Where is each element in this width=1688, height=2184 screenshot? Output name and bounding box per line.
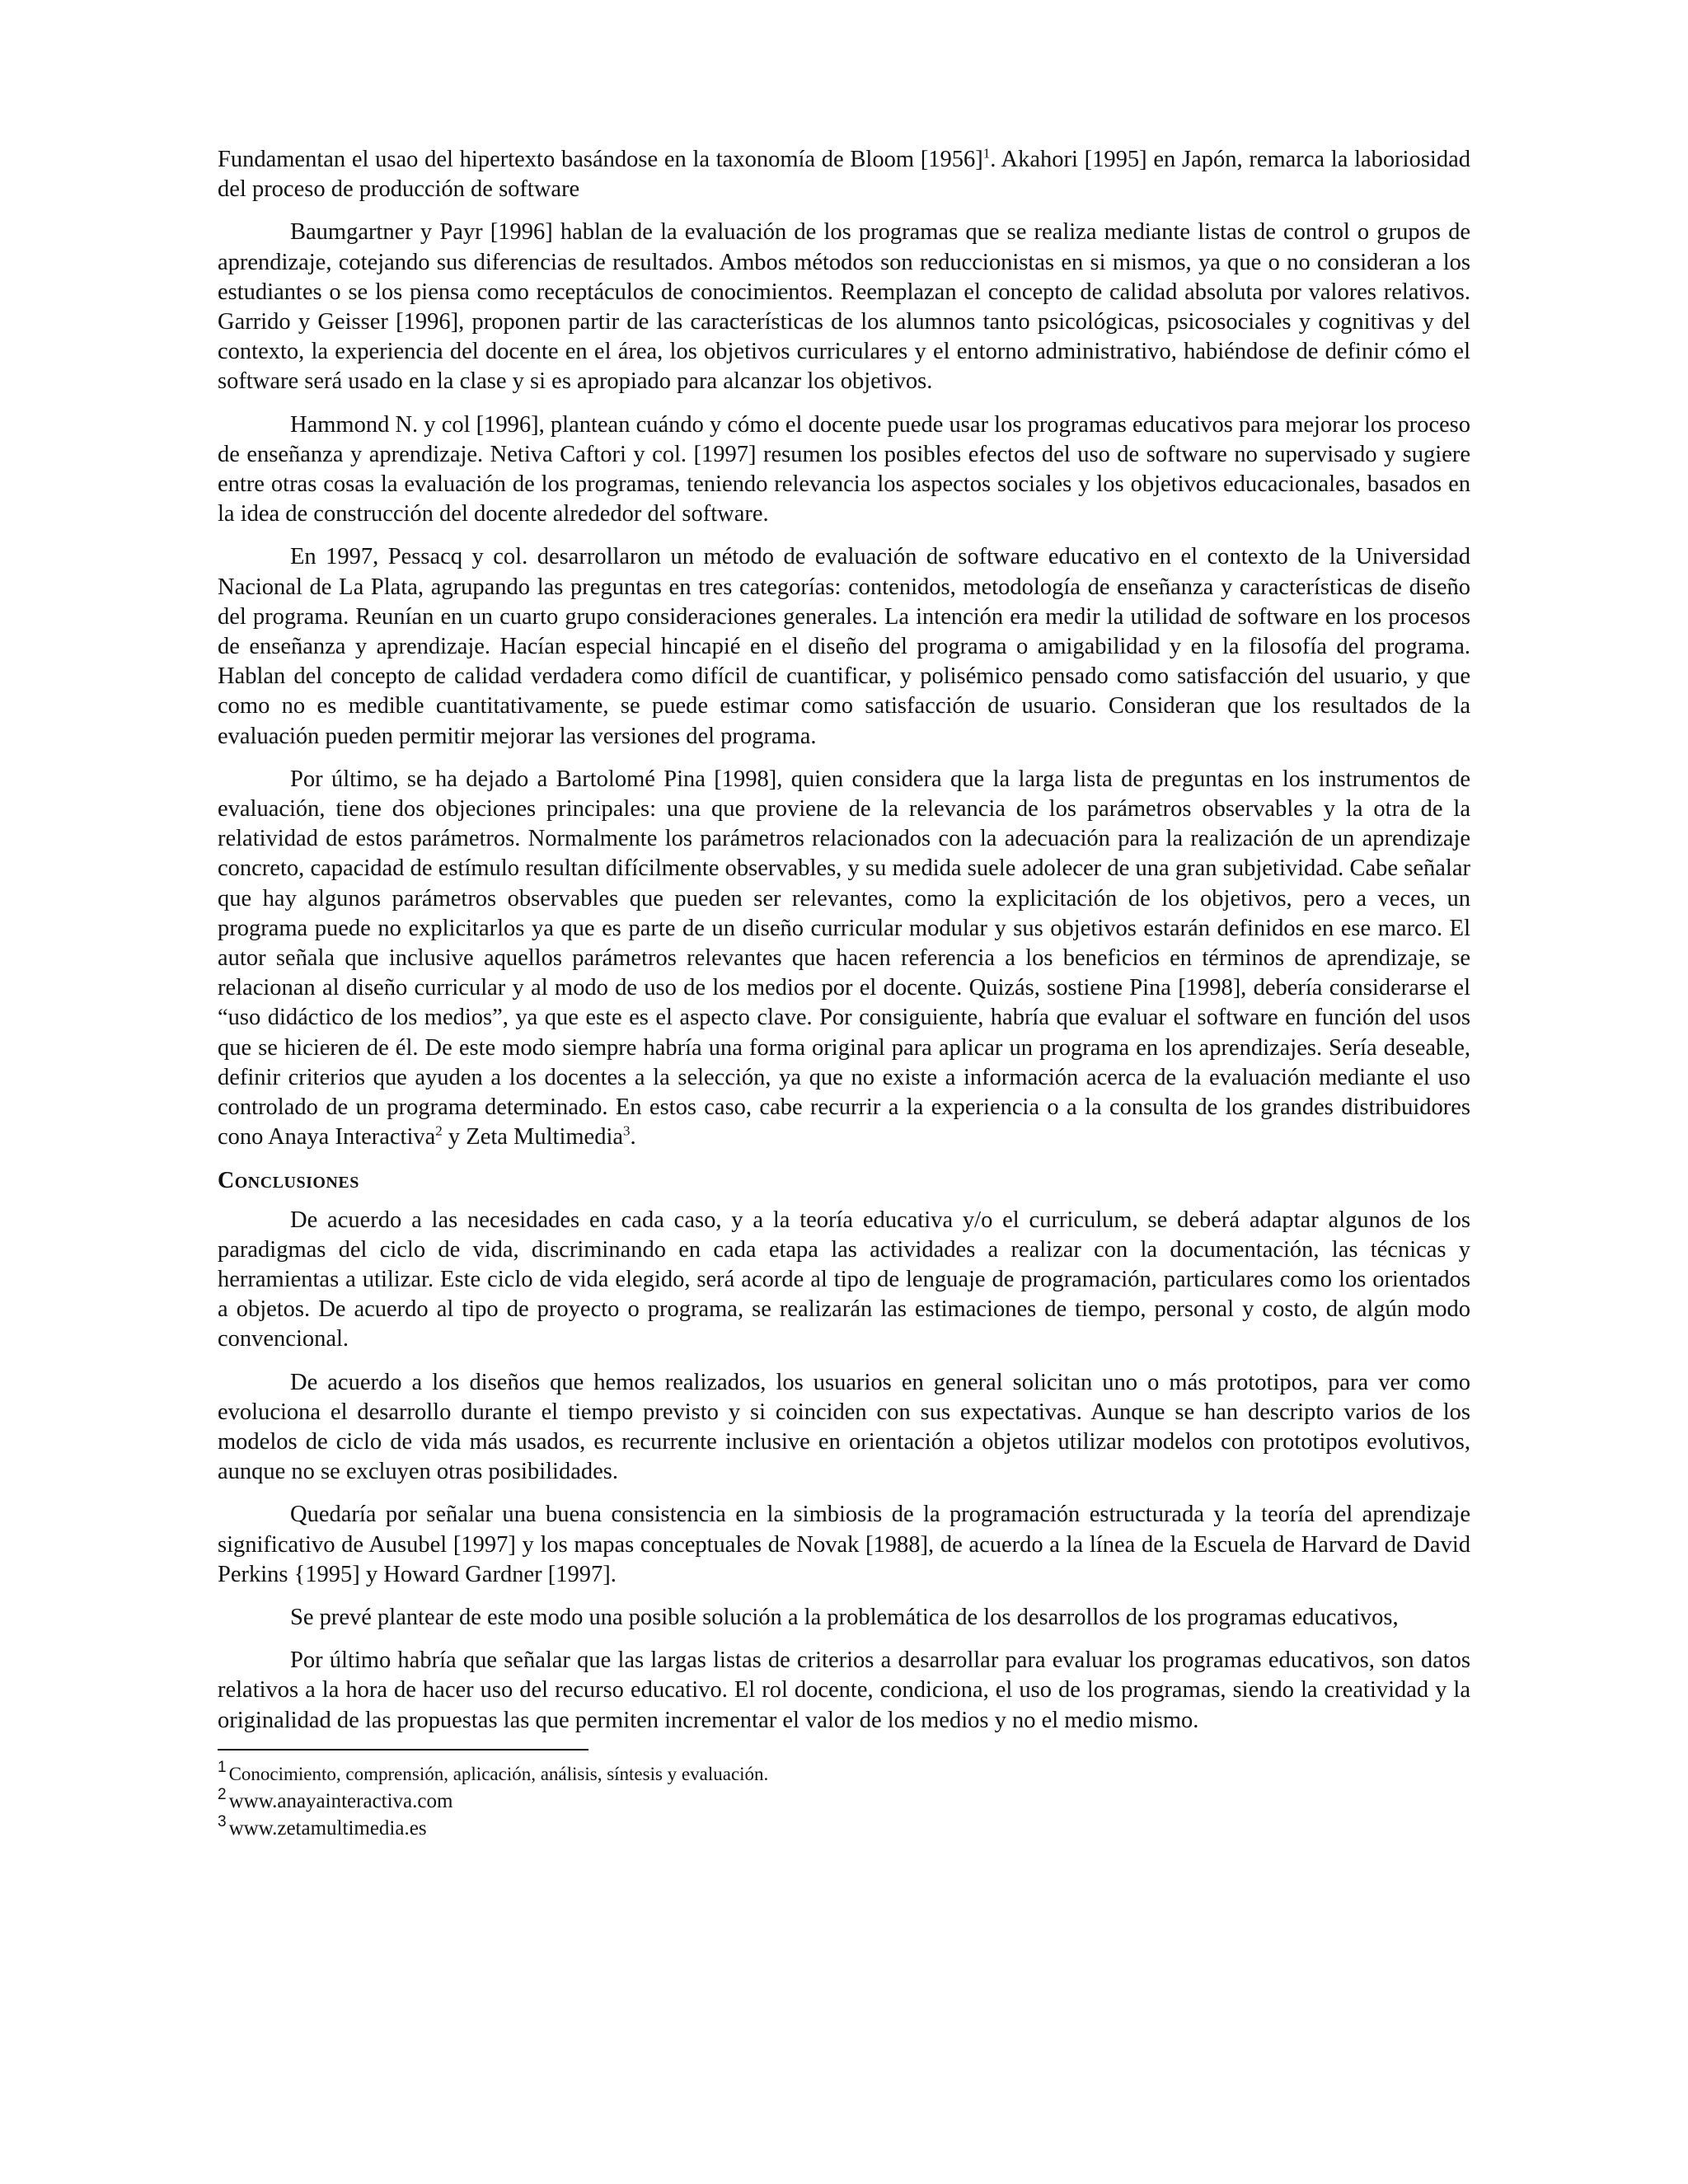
paragraph-text: De acuerdo a los diseños que hemos realizados, los usuarios en general solicitan uno o más prototipos, para ver como evoluciona el desarrollo durante el tiempo previsto y si coinciden con sus expectativas. Aunque se han descripto varios de los modelos de ciclo de vida más usados, es recurrente inclusive en orientación a objetos utilizar modelos con prototipos evolutivos, aunque no se excluyen otras posibilidades. [218,1369,1470,1485]
paragraph-text: . Akahori [1995] en Japón, remarca la laboriosidad del proceso de producción de software [218,147,1470,203]
conclusion-paragraph-5 [218,1646,1470,1736]
paragraph-text: Baumgartner y Payr [1996] hablan de la evaluación de los programas que se realiza mediante listas de control o grupos de aprendizaje, cotejando sus diferencias de resultados. Ambos métodos son reduccionistas en si mismos, ya que o no consideran a los estudiantes o se los piensa como receptáculos de conocimientos. Reemplazan el concepto de calidad absoluta por valores relativos. Garrido y Geisser [1996], proponen partir de las características de los alumnos tanto psicológicas, psicosociales y cognitivas y del contexto, la experiencia del docente en el área, los objetivos curriculares y el entorno administrativo, habiéndose de definir cómo el software será usado en la clase y si es apropiado para alcanzar los objetivos. [218,219,1470,395]
footnote-1 [218,1760,1470,1788]
conclusion-paragraph-4 [218,1603,1470,1633]
paragraph-text: En 1997, Pessacq y col. desarrollaron un método de evaluación de software educativo en el contexto de la Universidad Nacional de La Plata, agrupando las preguntas en tres categorías: contenidos, metodología de enseñanza y características de diseño del programa. Reunían en un cuarto grupo consideraciones generales. La intención era medir la utilidad de software en los procesos de enseñanza y aprendizaje. Hacían especial hincapié en el diseño del programa o amigabilidad y en la filosofía del programa. Hablan del concepto de calidad verdadera como difícil de cuantificar, y polisémico pensado como satisfacción del usuario, y que como no es medible cuantitativamente, se puede estimar como satisfacción de usuario. Consideran que los resultados de la evaluación pueden permitir mejorar las versiones del programa. [218,544,1470,749]
footnote-number: 1 [218,1759,227,1777]
paragraph-text: Hammond N. y col [1996], plantean cuándo y cómo el docente puede usar los programas educativos para mejorar los proceso de enseñanza y aprendizaje. Netiva Caftori y col. [1997] resumen los posibles efectos del uso de software no supervisado y sugiere entre otras cosas la evaluación de los programas, teniendo relevancia los aspectos sociales y los objetivos educacionales, basados en la idea de construcción del docente alrededor del software. [218,411,1470,527]
paragraph-text: De acuerdo a las necesidades en cada caso, y a la teoría educativa y/o el curriculum, se deberá adaptar algunos de los paradigmas del ciclo de vida, discriminando en cada etapa las actividades a realizar con la documentación, las técnicas y herramientas a utilizar. Este ciclo de vida elegido, será acorde al tipo de lenguaje de programación, particulares como los orientados a objetos. De acuerdo al tipo de proyecto o programa, se realizarán las estimaciones de tiempo, personal y costo, de algún modo convencional. [218,1207,1470,1352]
paragraph-text: Por último, se ha dejado a Bartolomé Pina [1998], quien considera que la larga lista de preguntas en los instrumentos de evaluación, tiene dos objeciones principales: una que proviene de la relevancia de los parámetros observables y la otra de la relatividad de estos parámetros. Normalmente los parámetros relacionados con la adecuación para la realización de un aprendizaje concreto, capacidad de estímulo resultan difícilmente observables, y su medida suele adolecer de una gran subjetividad. Cabe señalar que hay algunos parámetros observables que pueden ser relevantes, como la explicitación de los objetivos, pero a veces, un programa puede no explicitarlos ya que es parte de un diseño curricular modular y sus objetivos estarán definidos en ese marco. El autor señala que inclusive aquellos parámetros relevantes que hacen referencia a los beneficios en términos de aprendizaje, se relacionan al diseño curricular y al modo de uso de los medios por el docente. Quizás, sostiene Pina [1998], debería considerarse el “uso didáctico de los medios”, ya que este es el aspecto clave. Por consiguiente, habría que evaluar el software en función del usos que se hicieren de él. De este modo siempre habría una forma original para aplicar un programa en los aprendizajes. Sería deseable, definir criterios que ayuden a los docentes a la selección, ya que no existe a información acerca de la evaluación mediante el uso controlado de un programa determinado. En estos caso, cabe recurrir a la experiencia o a la consulta de los grandes distribuidores cono Anaya Interactiva [218,766,1470,1151]
body-paragraph-2 [218,218,1470,396]
body-paragraph-4 [218,542,1470,751]
paragraph-text: Quedaría por señalar una buena consistencia en la simbiosis de la programación estructurada y la teoría del aprendizaje significativo de Ausubel [1997] y los mapas conceptuales de Novak [1988], de acuerdo a la línea de la Escuela de Harvard de David Perkins {1995] y Howard Gardner [1997]. [218,1502,1470,1587]
footnote-text: www.zetamultimedia.es [228,1816,427,1840]
paragraph-text: Por último habría que señalar que las largas listas de criterios a desarrollar para evaluar los programas educativos, son datos relativos a la hora de hacer uso del recurso educativo. El rol docente, condiciona, el uso de los programas, siendo la creatividad y la originalidad de las propuestas las que permiten incrementar el valor de los medios y no el medio mismo. [218,1647,1470,1733]
body-paragraph-5 [218,765,1470,1153]
footnote-reference-1: 1 [982,145,991,162]
footnote-reference-2: 2 [435,1122,443,1139]
paragraph-text: y Zeta Multimedia [442,1124,624,1151]
body-paragraph-1 [218,145,1470,204]
footnote-reference-3: 3 [623,1122,631,1139]
footnote-number: 3 [218,1813,227,1831]
body-paragraph-3 [218,410,1470,530]
footnote-separator [218,1749,588,1750]
paragraph-text: Se prevé plantear de este modo una posible solución a la problemática de los desarrollos de los programas educativos, [290,1604,1399,1630]
footnote-text: www.anayainteractiva.com [228,1789,453,1812]
conclusion-paragraph-3 [218,1500,1470,1590]
footnote-2 [218,1788,1470,1815]
paragraph-text: Fundamentan el usao del hipertexto basándose en la taxonomía de Bloom [1956] [218,147,983,172]
body-section [218,145,1470,1153]
section-heading-conclusiones: Conclusiones [218,1167,359,1193]
paragraph-text: . [630,1124,636,1151]
footnote-number: 2 [218,1786,227,1804]
footnotes-section [218,1760,1470,1842]
document-page [218,145,1470,1842]
conclusions-section [218,1206,1470,1736]
conclusion-paragraph-2 [218,1368,1470,1488]
footnote-3 [218,1815,1470,1842]
conclusion-paragraph-1 [218,1206,1470,1355]
footnote-text: Conocimiento, comprensión, aplicación, análisis, síntesis y evaluación. [228,1763,769,1784]
